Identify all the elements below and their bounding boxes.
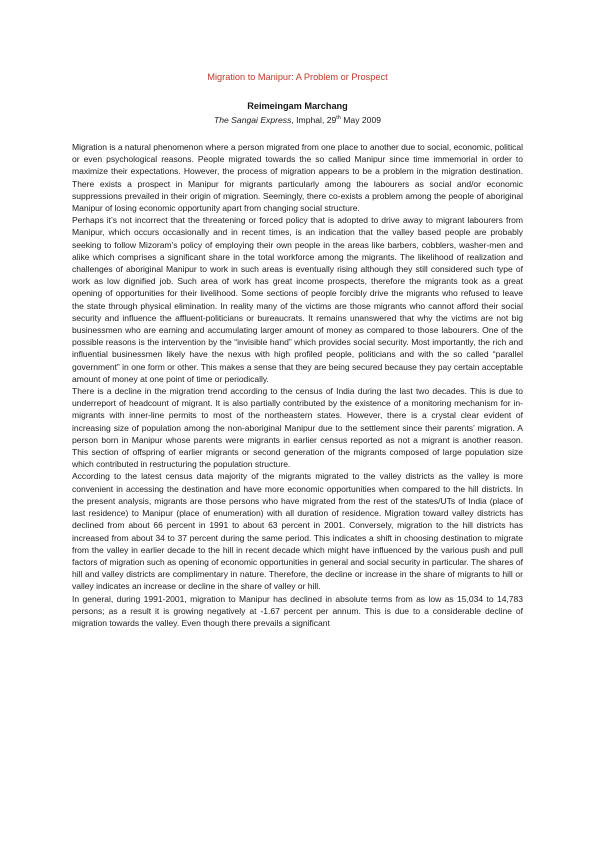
source-month-year: May 2009: [340, 115, 382, 125]
paragraph-2: Perhaps it’s not incorrect that the threatening or forced policy that is adopted to drive away to migrant labourers from Manipur, which occurs occasionally and in recent times, is an indication that the valley based people are probably seeking to follow Mizoram’s policy of employing their own people in the areas like barbers, cobblers, washer-men and alike which comprises a significant share in the total workforce among the migrants. The likelihood of realization and challenges of aboriginal Manipur to work in such areas is eventually rising although they still considered such type of work as low dignified job. Such area of work has great income prospects, therefore the migrants took as a great opening of opportunities for their livelihood. Some sections of people forcibly drive the migrants who refused to leave the state through physical elimination. In reality many of the victims are those migrants who cannot afford their social security and influence the affluent-politicians or bureaucrats. It remains unanswered that why the victims are not big businessmen who are earning and accumulating larger amount of money as compared to those labourers. One of the possible reasons is the intervention by the “invisible hand” which provides social security. Most importantly, the rich and influential businessmen likely have the nexus with high profiled people, politicians and with the so called “parallel government” in one form or other. This makes a sense that they are being secured because they pay certain acceptable amount of money at one point of time or periodically.: [72, 215, 523, 384]
paragraph-3: There is a decline in the migration trend according to the census of India during the last two decades. This is due to underreport of headcount of migrant. It is also partially contributed by the existence of a monitoring mechanism for in-migrants with inner-line permits to most of the northeastern states. However, there is a crystal clear evident of increasing size of population among the non-aboriginal Manipur due to the settlement since their parents’ migration. A person born in Manipur whose parents were migrants in earlier census reported as not a migrant is another reason. This section of offspring of earlier migrants or second generation of the migrants composed of large population size which contributed in restructuring the population structure.: [72, 386, 523, 470]
paragraph-5: In general, during 1991-2001, migration to Manipur has declined in absolute terms from as low as 15,034 to 14,783 persons; as a result it is growing negatively at -1.67 percent per annum. This is due to a considerable decline of migration towards the valley. Even though there prevails a significant: [72, 593, 523, 628]
paragraph-1: Migration is a natural phenomenon where a person migrated from one place to another due to social, economic, political or even psychological reasons. People migrated towards the so called Manipur since time immemorial in order to maximize their expectations. However, the process of migration appears to be a problem in the migration destination. There exists a prospect in Manipur for migrants particularly among the labourers as social and/or economic suppressions prevailed in their origin of migration. Seemingly, there co-exists a problem among the people of aboriginal Manipur of losing economic opportunity apart from changing social structure.: [72, 142, 523, 214]
publication-name: The Sangai Express: [213, 115, 292, 125]
source-day-suffix: th: [336, 115, 341, 122]
article-body: [72, 141, 523, 629]
paragraph-4: According to the latest census data majority of the migrants migrated to the valley districts as the valley is more convenient in accessing the destination and have more economic opportunities when compared to the hill districts. In the present analysis, migrants are those persons who have migrated from the rest of the states/UTs of India (place of last residence) to Manipur (place of enumeration) with all duration of residence. Migration toward valley districts has declined from about 66 percent in 1991 to about 63 percent in 2001. Conversely, migration to the hill districts has increased from about 34 to 37 percent during the same period. This indicates a shift in choosing destination to migrate from the valley in earlier decade to the hill in recent decade which might have influenced by the various push and pull factors of migration such as opening of economic opportunities in general and social security in particular. The shares of hill and valley districts are complimentary in nature. Therefore, the decline or increase in the share of migrants to hill or valley indicates an increase or decline in the share of valley or hill.: [72, 471, 523, 592]
document-page: [72, 71, 523, 629]
article-title: Migration to Manipur: A Problem or Prospect: [207, 72, 388, 82]
author-name: Reimeingam Marchang: [247, 101, 348, 111]
article-source: [72, 114, 523, 126]
source-place-date: , Imphal, 29: [291, 115, 337, 125]
